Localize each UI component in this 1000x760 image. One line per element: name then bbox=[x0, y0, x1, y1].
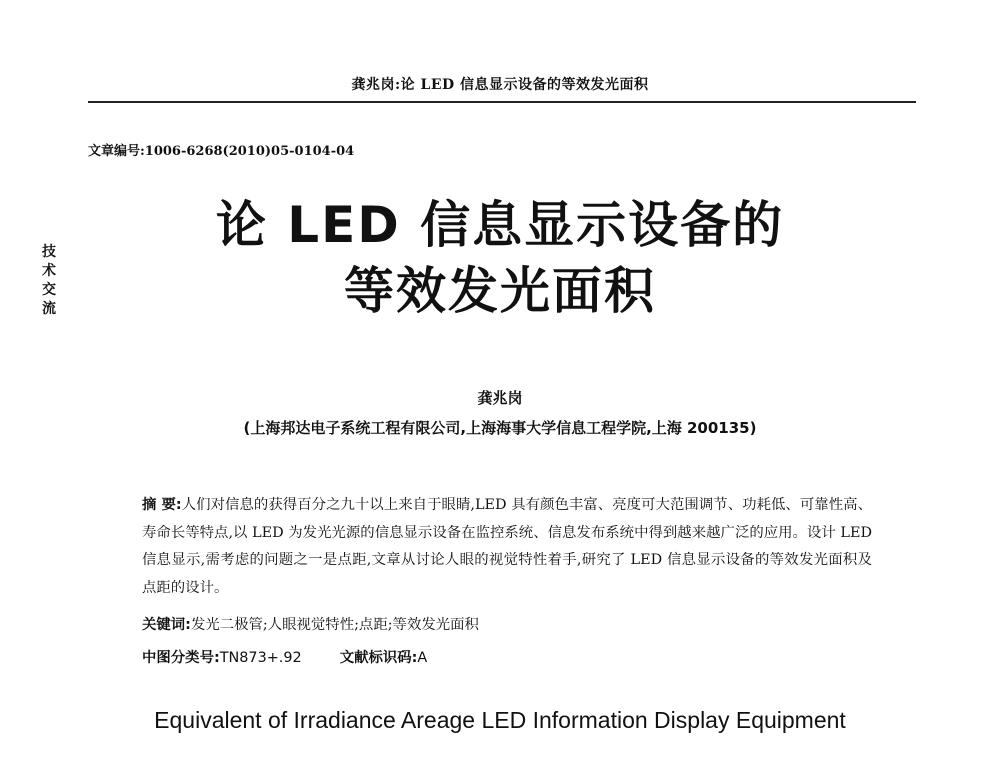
header-rule bbox=[88, 101, 916, 103]
abstract bbox=[142, 492, 872, 602]
abstract-label: 摘 要: bbox=[142, 497, 182, 513]
side-label-char: 交 bbox=[42, 282, 56, 298]
english-title: Equivalent of Irradiance Areage LED Information Display Equipment bbox=[154, 707, 846, 733]
abstract-text: 人们对信息的获得百分之九十以上来自于眼睛,LED 具有颜色丰富、亮度可大范围调节、功耗低、可靠性高、寿命长等特点,以 LED 为发光光源的信息显示设备在监控系统、信息发布系统中得到越来越广泛的应用。设计 LED 信息显示,需考虑的问题之一是点距,文章从讨论人眼的视觉特性着手,研究了 LED 信息显示设备的等效发光面积及点距的设计。 bbox=[142, 497, 872, 596]
side-label-char: 术 bbox=[42, 263, 56, 279]
title-line-2: 等效发光面积 bbox=[344, 262, 656, 320]
keywords-label: 关键词: bbox=[142, 617, 191, 633]
keywords bbox=[142, 613, 872, 634]
keywords-text: 发光二极管;人眼视觉特性;点距;等效发光面积 bbox=[190, 617, 479, 633]
side-label-char: 流 bbox=[42, 301, 56, 317]
doc-code-value: A bbox=[417, 650, 428, 666]
paper-title bbox=[0, 192, 1000, 324]
article-number: 文章编号:1006-6268(2010)05-0104-04 bbox=[88, 144, 355, 159]
running-head: 龚兆岗:论 LED 信息显示设备的等效发光面积 bbox=[351, 77, 649, 93]
doc-code-label: 文献标识码: bbox=[339, 650, 418, 666]
clc-value: TN873+.92 bbox=[219, 650, 302, 666]
author-affiliation: (上海邦达电子系统工程有限公司,上海海事大学信息工程学院,上海 200135) bbox=[243, 419, 757, 437]
classification-line bbox=[142, 646, 872, 667]
clc-label: 中图分类号: bbox=[142, 650, 220, 666]
title-line-1: 论 LED 信息显示设备的 bbox=[215, 196, 785, 254]
side-label-char: 技 bbox=[42, 244, 56, 260]
author-name: 龚兆岗 bbox=[477, 389, 523, 407]
